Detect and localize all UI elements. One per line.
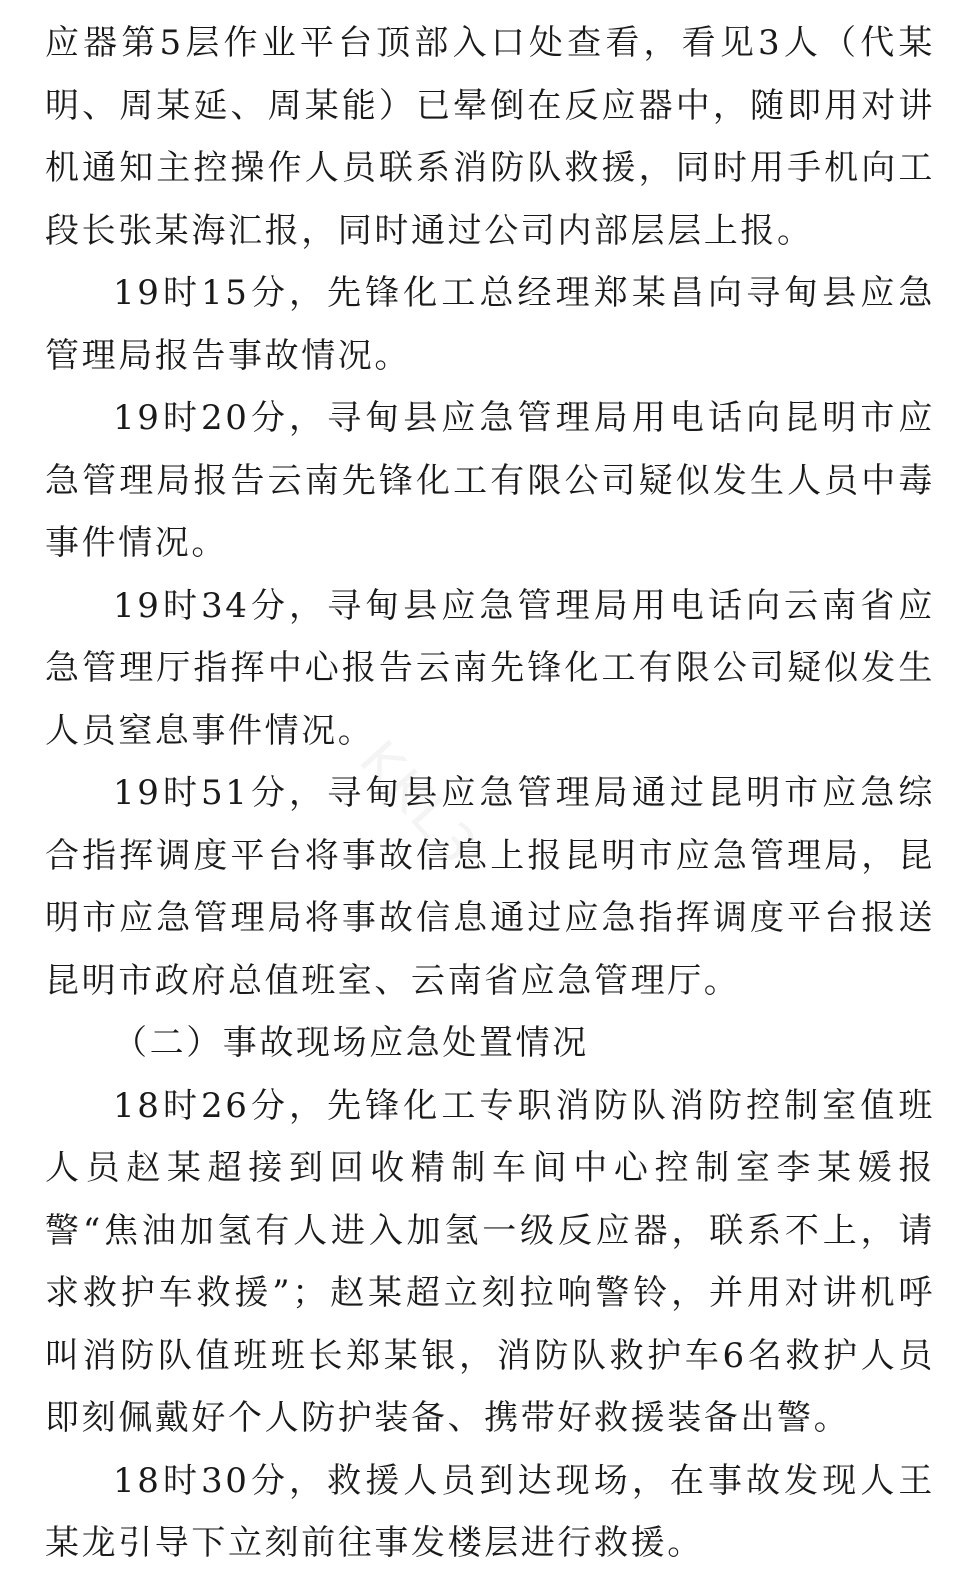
paragraph-2: 19时15分，先锋化工总经理郑某昌向寻甸县应急管理局报告事故情况。: [45, 273, 935, 376]
paragraph-6: 18时26分，先锋化工专职消防队消防控制室值班人员赵某超接到回收精制车间中心控制室李某媛报警“焦油加氢有人进入加氢一级反应器，联系不上，请求救护车救援”；赵某超立刻拉响警铃，并用对讲机呼叫消防队值班班长郑某银，消防队救护车6名救护人员即刻佩戴好个人防护装备、携带好救援装备出警。: [45, 1085, 935, 1438]
document-body: [45, 12, 935, 1575]
paragraph-3: 19时20分，寻甸县应急管理局用电话向昆明市应急管理局报告云南先锋化工有限公司疑似发生人员中毒事件情况。: [45, 398, 935, 563]
paragraph-1: 应器第5层作业平台顶部入口处查看，看见3人（代某明、周某延、周某能）已晕倒在反应器中，随即用对讲机通知主控操作人员联系消防队救援，同时用手机向工段长张某海汇报，同时通过公司内部层层上报。: [45, 23, 935, 251]
watermark-text: KKL3: [347, 730, 490, 879]
paragraph-5: 19时51分，寻甸县应急管理局通过昆明市应急综合指挥调度平台将事故信息上报昆明市应急管理局，昆明市应急管理局将事故信息通过应急指挥调度平台报送昆明市政府总值班室、云南省应急管理厅。: [45, 773, 935, 1001]
paragraph-7: 18时30分，救援人员到达现场，在事故发现人王某龙引导下立刻前往事发楼层进行救援。: [45, 1460, 935, 1563]
paragraph-4: 19时34分，寻甸县应急管理局用电话向云南省应急管理厅指挥中心报告云南先锋化工有限公司疑似发生人员窒息事件情况。: [45, 585, 935, 751]
section-heading: （二）事故现场应急处置情况: [113, 1023, 589, 1063]
